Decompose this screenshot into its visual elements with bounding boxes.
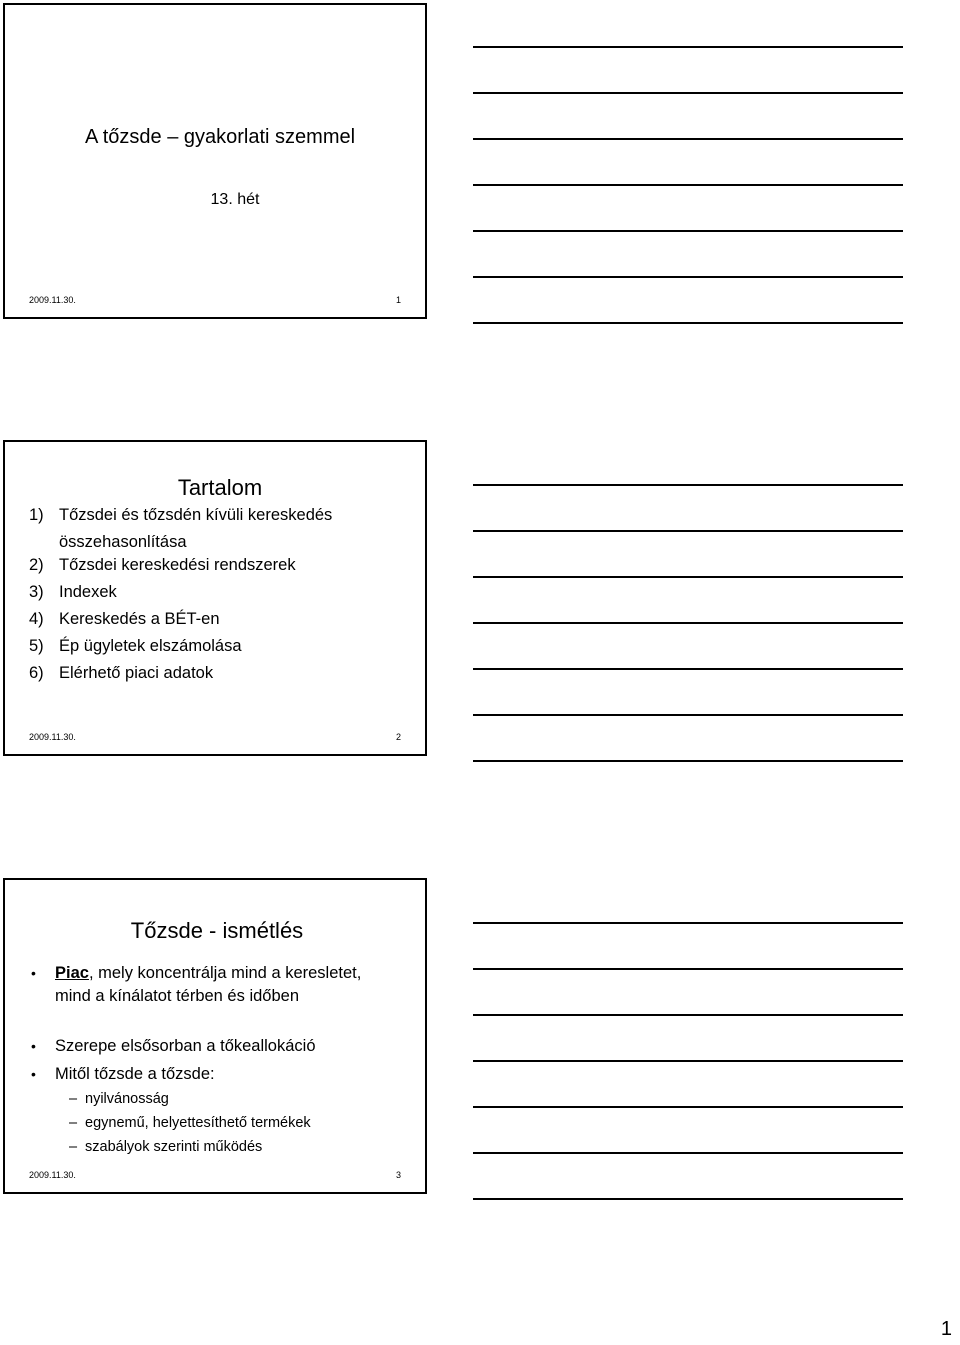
bullet-text: Szerepe elsősorban a tőkeallokáció [55, 1037, 316, 1055]
toc-num: 3) [29, 583, 44, 601]
note-line [473, 922, 903, 924]
note-line [473, 92, 903, 94]
toc-num: 1) [29, 506, 44, 524]
toc-list [29, 502, 332, 687]
bullet-text: Mitől tőzsde a tőzsde: [55, 1065, 215, 1083]
toc-text: Ép ügyletek elszámolása [59, 637, 242, 655]
note-line [473, 1198, 903, 1200]
bullet-dot-icon: • [31, 965, 36, 981]
dash-icon: – [69, 1091, 78, 1107]
note-line [473, 322, 903, 324]
note-line [473, 276, 903, 278]
sub-bullet-item [69, 1111, 311, 1135]
note-line [473, 530, 903, 532]
note-line [473, 622, 903, 624]
note-line [473, 138, 903, 140]
bullet-item [31, 962, 385, 1008]
slide-number: 1 [395, 295, 401, 305]
toc-text: Tőzsdei és tőzsdén kívüli kereskedés [59, 506, 333, 524]
slide-number: 2 [395, 732, 401, 742]
sub-bullet-item [69, 1135, 263, 1159]
note-line [473, 184, 903, 186]
toc-item [29, 579, 332, 606]
toc-text: Elérhető piaci adatok [59, 664, 214, 682]
slide-1 [3, 3, 427, 319]
toc-item [29, 633, 332, 660]
toc-text-cont: összehasonlítása [59, 533, 187, 551]
toc-text: Tőzsdei kereskedési rendszerek [59, 556, 296, 574]
bullet-dot-icon: • [31, 1038, 36, 1054]
note-line [473, 484, 903, 486]
sub-bullet-text: nyilvánosság [85, 1091, 169, 1107]
slide-subtitle: 13. hét [210, 191, 260, 208]
dash-icon: – [69, 1115, 78, 1131]
toc-item [29, 660, 332, 687]
toc-item [29, 606, 332, 633]
slide-3 [3, 878, 427, 1194]
sub-bullet-text: egynemű, helyettesíthető termékek [85, 1115, 311, 1131]
slide-title: A tőzsde – gyakorlati szemmel [84, 126, 356, 148]
slide-date: 2009.11.30. [29, 1170, 76, 1180]
page-number: 1 [940, 1318, 952, 1340]
toc-item [29, 502, 332, 552]
toc-text: Indexek [59, 583, 117, 601]
toc-num: 4) [29, 610, 44, 628]
note-line [473, 760, 903, 762]
toc-num: 2) [29, 556, 44, 574]
slide-2 [3, 440, 427, 756]
note-line [473, 1060, 903, 1062]
note-line [473, 230, 903, 232]
note-line [473, 668, 903, 670]
note-line [473, 46, 903, 48]
bullet-item [31, 1035, 385, 1058]
sub-bullet-item [69, 1087, 169, 1111]
note-line [473, 1014, 903, 1016]
bullet-dot-icon: • [31, 1066, 36, 1082]
slide-title: Tőzsde - ismétlés [130, 918, 304, 943]
slide-date: 2009.11.30. [29, 295, 76, 305]
slide-date: 2009.11.30. [29, 732, 76, 742]
slide-title: Tartalom [177, 475, 263, 500]
sub-bullet-text: szabályok szerinti működés [85, 1139, 263, 1155]
toc-num: 6) [29, 664, 44, 682]
toc-text: Kereskedés a BÉT-en [59, 610, 220, 628]
toc-num: 5) [29, 637, 44, 655]
note-line [473, 714, 903, 716]
slide-number: 3 [395, 1170, 401, 1180]
bullet-item [31, 1063, 385, 1086]
note-line [473, 968, 903, 970]
toc-item [29, 552, 332, 579]
bullet-text: , mely koncentrálja mind a keresletet, mind a kínálatot térben és időben [55, 964, 362, 1005]
note-line [473, 1106, 903, 1108]
note-line [473, 576, 903, 578]
bullet-strong: Piac [55, 964, 89, 982]
note-line [473, 1152, 903, 1154]
dash-icon: – [69, 1139, 78, 1155]
